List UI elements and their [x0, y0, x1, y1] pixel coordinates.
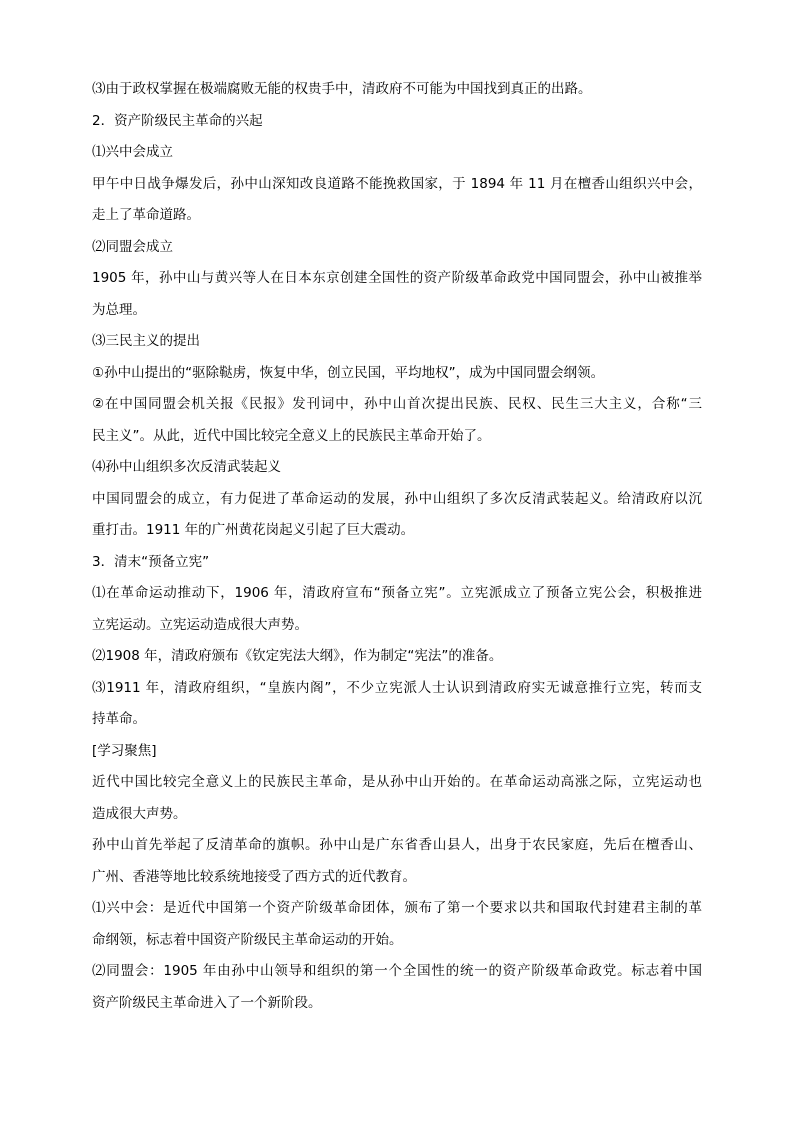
text-line: ⑴兴中会：是近代中国第一个资产阶级革命团体，颁布了第一个要求以共和国取代封建君主制的革: [92, 900, 702, 916]
text-line: ⑶1911 年，清政府组织，“皇族内阁”，不少立宪派人士认识到清政府实无诚意推行立宪，转而支: [92, 679, 702, 696]
text-line: ⑷孙中山组织多次反清武装起义: [92, 459, 281, 475]
text-line: ⑴在革命运动推动下，1906 年，清政府宣布“预备立宪”。立宪派成立了预备立宪公会，积极推进: [92, 585, 702, 601]
text-line: 资产阶级民主革命进入了一个新阶段。: [92, 994, 322, 1011]
document-body: [92, 74, 702, 1019]
text-line: ⑶三民主义的提出: [92, 333, 200, 349]
text-line: ⑶由于政权掌握在极端腐败无能的权贵手中，清政府不可能为中国找到真正的出路。: [92, 81, 592, 97]
text-line: 2．资产阶级民主革命的兴起: [92, 112, 263, 129]
text-line: 为总理。: [92, 301, 146, 318]
text-line: ⑵同盟会成立: [92, 238, 173, 255]
text-line: ⑵同盟会：1905 年由孙中山领导和组织的第一个全国性的统一的资产阶级革命政党。标志着中国: [92, 963, 702, 979]
text-line: ⑴兴中会成立: [92, 144, 173, 160]
text-line: 走上了革命道路。: [92, 207, 200, 223]
text-line: 持革命。: [92, 711, 146, 727]
text-line: 1905 年，孙中山与黄兴等人在日本东京创建全国性的资产阶级革命政党中国同盟会，孙中山被推举: [92, 270, 702, 286]
text-line: 造成很大声势。: [92, 805, 187, 822]
text-line: ②在中国同盟会机关报《民报》发刊词中，孙中山首次提出民族、民权、民生三大主义，合称“三: [92, 396, 702, 412]
text-line: 3．清末“预备立宪”: [92, 553, 210, 570]
text-line: 立宪运动。立宪运动造成很大声势。: [92, 616, 308, 633]
text-line: 民主义”。从此，近代中国比较完全意义上的民族民主革命开始了。: [92, 427, 491, 444]
text-line: 重打击。1911 年的广州黄花岗起义引起了巨大震动。: [92, 522, 415, 538]
text-line: 广州、香港等地比较系统地接受了西方式的近代教育。: [92, 868, 416, 885]
text-line: [学习聚焦]: [92, 742, 157, 759]
text-line: ①孙中山提出的“驱除鞑虏，恢复中华，创立民国，平均地权”，成为中国同盟会纲领。: [92, 364, 605, 381]
text-line: ⑵1908 年，清政府颁布《钦定宪法大纲》，作为制定“宪法”的准备。: [92, 648, 503, 664]
text-line: 甲午中日战争爆发后，孙中山深知改良道路不能挽救国家，于 1894 年 11 月在檀香山组织兴中会，: [92, 175, 702, 192]
text-line: 孙中山首先举起了反清革命的旗帜。孙中山是广东省香山县人，出身于农民家庭，先后在檀香山、: [92, 837, 702, 853]
text-line: 近代中国比较完全意义上的民族民主革命，是从孙中山开始的。在革命运动高涨之际，立宪运动也: [92, 774, 702, 790]
text-line: 中国同盟会的成立，有力促进了革命运动的发展，孙中山组织了多次反清武装起义。给清政府以沉: [92, 490, 702, 507]
text-line: 命纲领，标志着中国资产阶级民主革命运动的开始。: [92, 931, 403, 948]
